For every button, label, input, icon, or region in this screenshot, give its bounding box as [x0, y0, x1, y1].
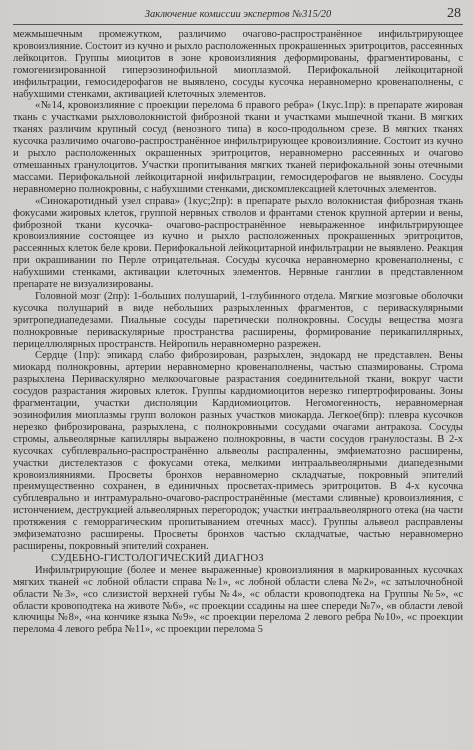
paragraph-carotid-node: «Синокаротидный узел справа» (1кус;2пр): в препарате рыхло волокнистая фиброзная ткань фокусами жировых клеток, группой нервных стволов и франтами стенок крупной артерии и вены, фиброзной ткани кусочка- очагово-распространённое невыраженное инфильтрирующее кровоизлияние состоящее из кучно и рыхло расположенных прокрашенных эритроцитов, рассеянных клеток беле крови. Перифокальной лейкоцитарной инфильтрации не выявлено. Реакция при окрашивании по Перле отрицательная. Сосуды кусочка неравномерно кровенаполнены, с набухшими стенками, активации клеточных элементов. Нервные ганглии в представленном препарате не визуализированы.	[13, 195, 463, 291]
paragraph-brain: Головной мозг (2пр): 1-больших полушарий, 1-глубинного отдела. Мягкие мозговые оболочки кусочка полушарий в виде небольших разрыхленных фрагментов, с периваскулярными эритропедиапедезами. Пиальные сосуды паретически полнокровны. Сосуды вещества мозга полнокровные периваскулярные пространства расширены, формирование перикапиллярных, перицеллюлярных пространств. Нейропиль неравномерно разрежен.	[13, 290, 463, 350]
paragraph-diagnosis: Инфильтрирующие (более и менее выраженные) кровоизлияния в маркированных кусочках мягких тканей «с лобной области справа №1», «с лобной области слева №2», «с затылочнобной области №3», «со слизистой верхней губы №4», «с области кровоподтека на Группы №5», «с области кровоподтека на животе №6», «с проекции ссадины на шее спереди №7», «в области левой ключицы №8», «на кончике языка №9», «с проекции перелома 2 левого ребра №10», «с проекции перелома 4 левого ребра №11», «с проекции перелома 5	[13, 564, 463, 636]
header-title: Заключение комиссии экспертов №315/20	[144, 9, 332, 20]
page-header	[13, 6, 463, 25]
section-heading-diagnosis: СУДЕБНО-ГИСТОЛОГИЧЕСКИЙ ДИАГНОЗ	[51, 552, 264, 564]
document-body	[13, 29, 463, 636]
paragraph-rib-6: «№14, кровоизлияние с проекции перелома 6 правого ребра» (1кус.1пр): в препарате жировая ткань с участками рыхловолокнистой фиброзной ткани и участками мышечной ткани. В мягких тканях различим крупный сосуд (венозного типа) в косо-продольном срезе. В мягких тканях кусочка различимо очагово-распространённое инфильтрирующее кровоизлияние. Состоит из кучно и рыхло расположенных окрашенных эритроцитов, неравномерно рассеянных и очагово отмешанных гранулоцитов. Участки пропитывания мягких тканей перифокальной зоны отечными массами. Перифокальной лейкоцитарной инфильтрации, гемосидерофагов не выявлено. Сосуды неравномерно полнокровны, с набухшими стенками, дискомплексацией клеточных элементов.	[13, 100, 463, 195]
paragraph-continuation: межмышечным промежутком, различимо очагово-распространённое инфильтрирующее кровоизлияние. Состоит из кучно и рыхло расположенных прокрашенных эритроцитов, рассеянных лейкоцитов. Группы миоцитов в зоне кровоизлияния деформированы, фрагментированы, с гомогенизированной гиперэозинофильной миоплазмой. Перифокальной лейкоцитарной инфильтрации, гемосидерофагов не выявлено, сосуды кусочка неравномерно кровенаполнены, с набухшими стенками, активацией клеточных элементов.	[13, 29, 463, 100]
page-number: 28	[447, 6, 461, 21]
paragraph-heart-lungs: Сердце (1пр): эпикард слабо фиброзирован, разрыхлен, эндокард не представлен. Вены миокард полнокровны, артерии неравномерно кровенаполнены, частью спазмированы. Строма разрыхлена Периваскулярно мелкоочаговые разрастания соединительной ткани, вокруг части сосудов разрастания жировых клеток. Группы кардиомиоцитов нерезко гипертрофированы. Зоны фрагментации, участки дисполяции Кардиомиоцитов. Негомогенность, неравномерная эозинофилия миоплазмы групп волокон разных участков миокарда. Легкое(6пр): плевра кусочков нерезко фиброзирована, разрыхлена, с полнокровными сосудами очагами антракоза. Сосуды стромы, альвеолярные капилляры выражено полнокровны, в части сосудов гранулостазы. В 2-х кусочках субплеврально-распространённо альвеолы распраленны, эмфиематозно расширены, участки дистелектазов с фокусами отека, мелкими интраальвеолярными диапедезными кровоизлияниями. Просветы бронхов неравномерно складчатые, покровный эпителий преимущественно сохранен, в единичных просветах-примесь эритроцитов. В 4-х кусочка субплеврально и интрамурально-очагово-распространённые (местами сливные) кровоизлияния, с истончением, деструкцией альвеолярных перегородок; участки интраальвеолярного отека (на части протяжения с геморрагическим пропитыванием отечных масс). Группы альвеол расправлены эмфизематозно расширены. Просветы бронхов частью складчатые, частью неравномерно расширены, покровный эпителий сохранен.	[13, 350, 463, 552]
